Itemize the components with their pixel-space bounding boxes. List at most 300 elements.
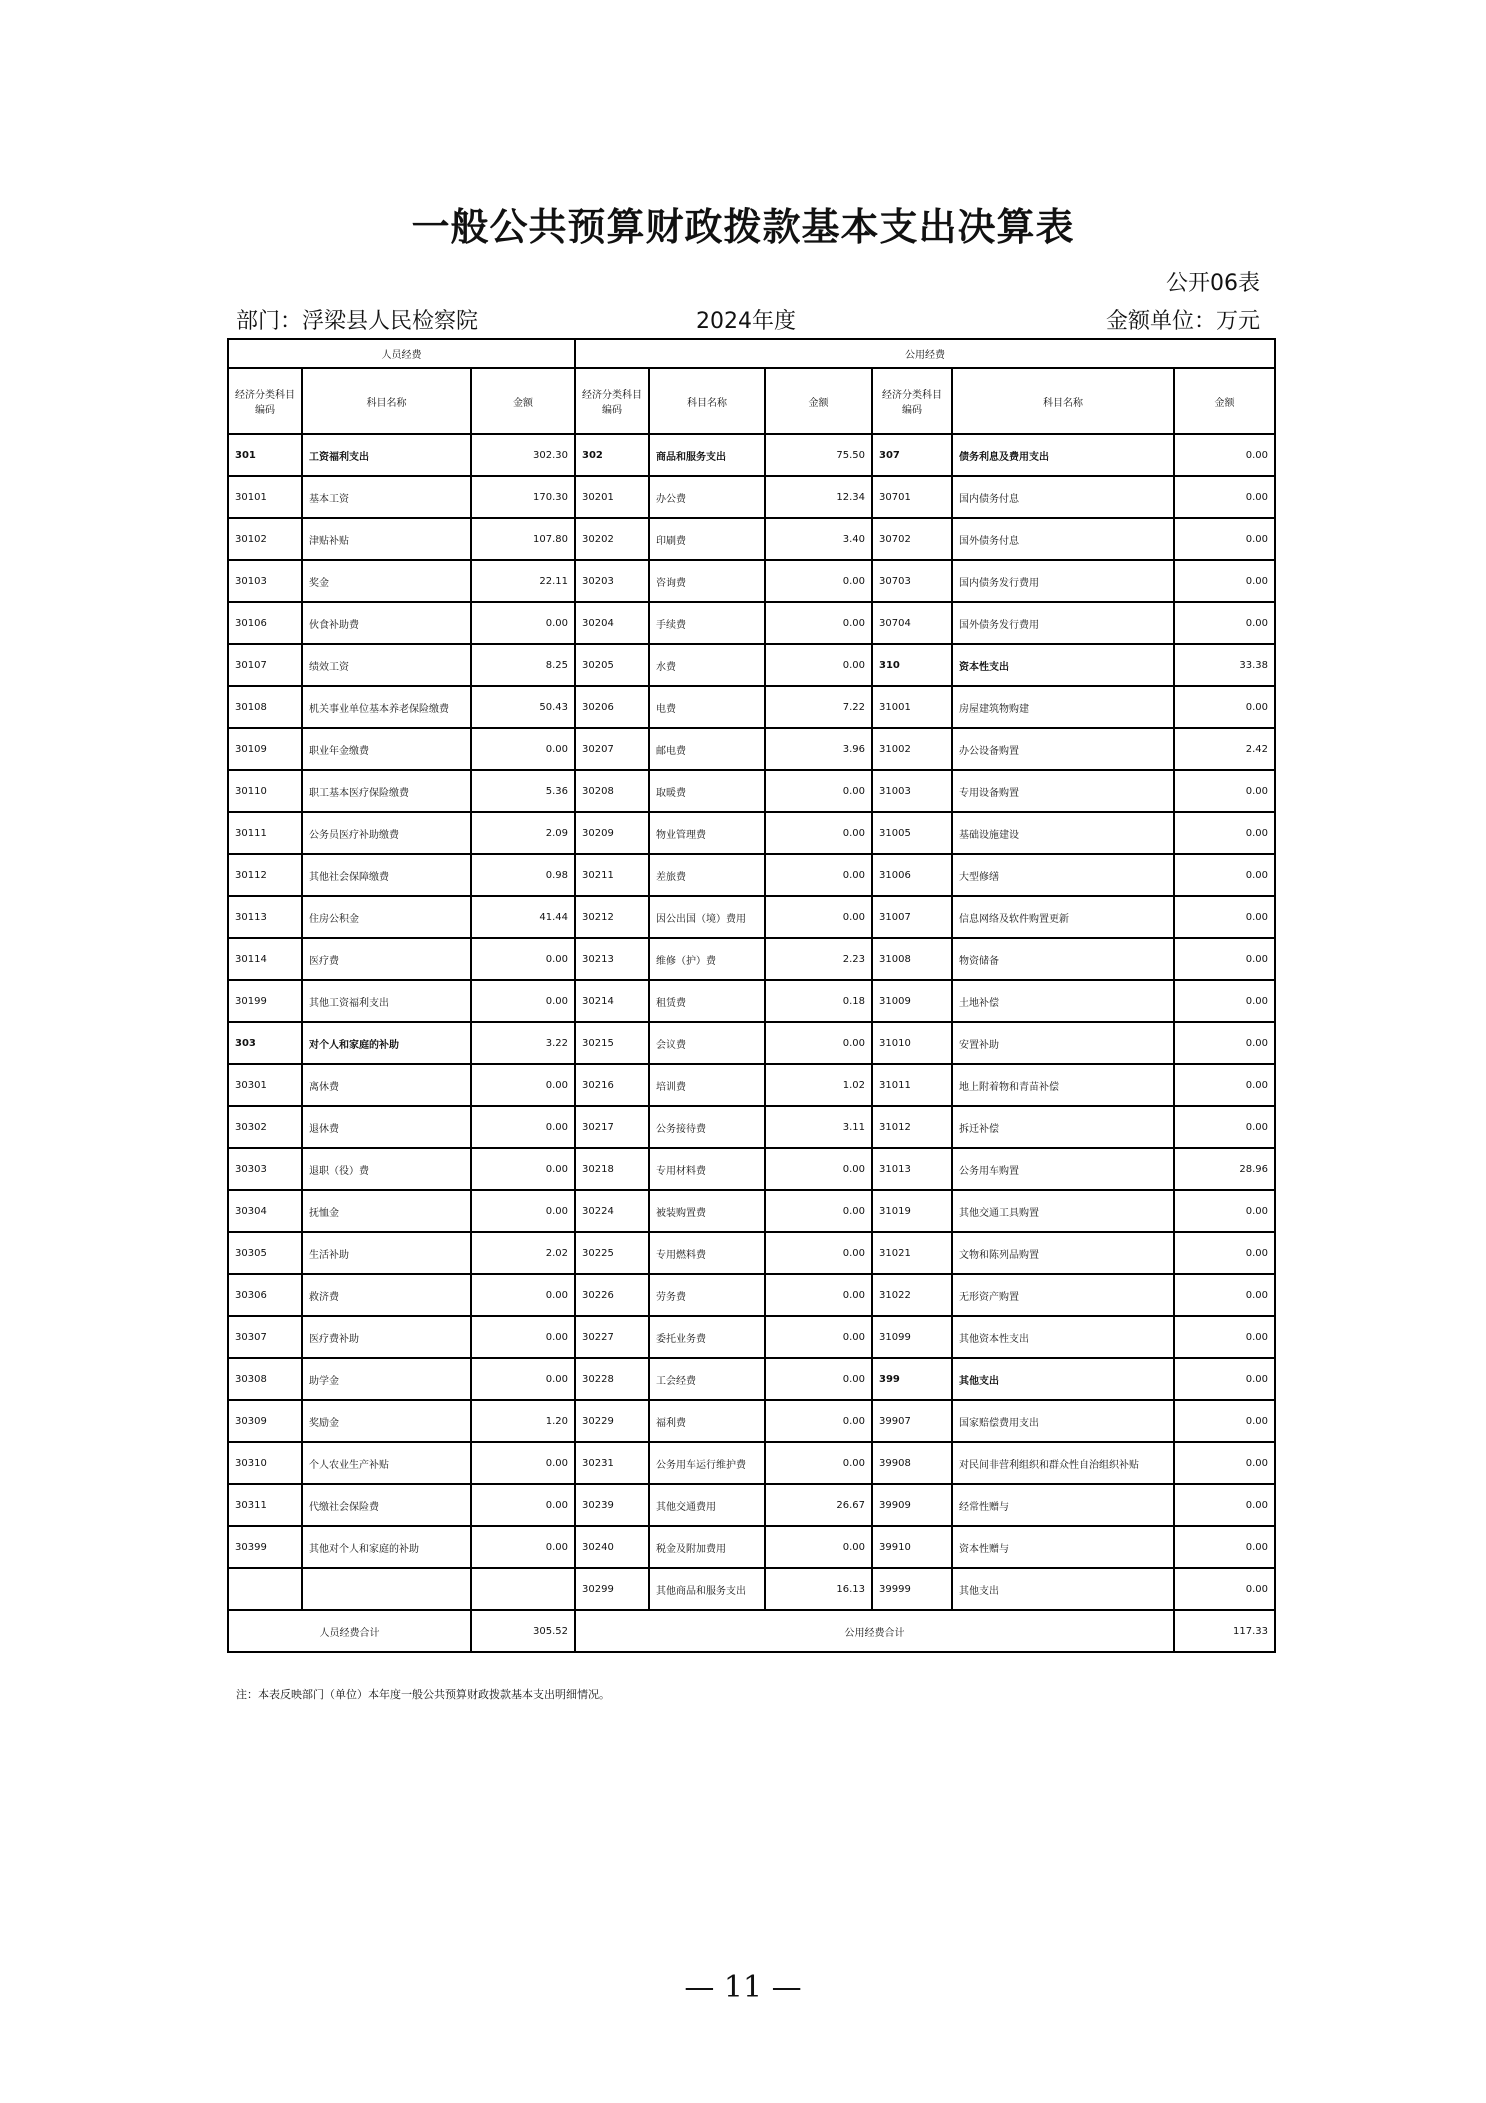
amount-cell: 0.00	[1174, 518, 1275, 560]
name-cell: 离休费	[302, 1064, 471, 1106]
amount-cell: 0.00	[1174, 476, 1275, 518]
name-cell: 维修（护）费	[649, 938, 765, 980]
code-cell: 30112	[228, 854, 302, 896]
amount-cell: 2.09	[471, 812, 575, 854]
name-cell: 职工基本医疗保险缴费	[302, 770, 471, 812]
table-row	[228, 1064, 1275, 1106]
code-cell: 303	[228, 1022, 302, 1064]
code-cell: 30304	[228, 1190, 302, 1232]
name-cell: 奖励金	[302, 1400, 471, 1442]
amount-cell: 107.80	[471, 518, 575, 560]
code-cell: 31010	[872, 1022, 952, 1064]
table-row	[228, 476, 1275, 518]
name-cell: 办公费	[649, 476, 765, 518]
code-cell: 30207	[575, 728, 649, 770]
name-cell: 医疗费	[302, 938, 471, 980]
amount-cell: 0.00	[471, 602, 575, 644]
amount-cell: 3.96	[765, 728, 872, 770]
code-cell: 39910	[872, 1526, 952, 1568]
table-row	[228, 1358, 1275, 1400]
table-row	[228, 1484, 1275, 1526]
code-cell: 30106	[228, 602, 302, 644]
code-cell: 30199	[228, 980, 302, 1022]
code-cell: 30239	[575, 1484, 649, 1526]
code-cell: 30114	[228, 938, 302, 980]
code-cell: 310	[872, 644, 952, 686]
code-cell: 30310	[228, 1442, 302, 1484]
name-cell: 地上附着物和青苗补偿	[952, 1064, 1174, 1106]
department-label: 部门：浮梁县人民检察院	[236, 309, 479, 334]
amount-cell: 0.00	[471, 1526, 575, 1568]
code-cell: 39999	[872, 1568, 952, 1610]
header-amount: 金额	[471, 368, 575, 434]
name-cell: 生活补助	[302, 1232, 471, 1274]
code-cell: 30225	[575, 1232, 649, 1274]
code-cell: 31002	[872, 728, 952, 770]
code-cell: 30110	[228, 770, 302, 812]
amount-cell: 0.00	[1174, 1484, 1275, 1526]
amount-cell: 0.00	[1174, 1022, 1275, 1064]
table-row	[228, 1316, 1275, 1358]
code-cell: 30214	[575, 980, 649, 1022]
table-row	[228, 1148, 1275, 1190]
amount-cell: 28.96	[1174, 1148, 1275, 1190]
table-row	[228, 770, 1275, 812]
amount-cell: 0.00	[765, 1274, 872, 1316]
amount-cell: 2.02	[471, 1232, 575, 1274]
code-cell: 30218	[575, 1148, 649, 1190]
amount-cell: 0.00	[471, 980, 575, 1022]
code-cell: 39907	[872, 1400, 952, 1442]
name-cell: 其他交通费用	[649, 1484, 765, 1526]
code-cell: 30209	[575, 812, 649, 854]
code-cell: 30109	[228, 728, 302, 770]
name-cell: 其他支出	[952, 1568, 1174, 1610]
amount-cell: 26.67	[765, 1484, 872, 1526]
name-cell: 住房公积金	[302, 896, 471, 938]
amount-cell: 0.00	[1174, 980, 1275, 1022]
name-cell: 国内债务发行费用	[952, 560, 1174, 602]
page-title: 一般公共预算财政拨款基本支出决算表	[411, 205, 1075, 249]
amount-cell: 0.00	[1174, 770, 1275, 812]
header-name: 科目名称	[302, 368, 471, 434]
amount-cell: 50.43	[471, 686, 575, 728]
name-cell: 信息网络及软件购置更新	[952, 896, 1174, 938]
name-cell: 伙食补助费	[302, 602, 471, 644]
table-row	[228, 728, 1275, 770]
amount-cell: 0.00	[1174, 896, 1275, 938]
header-row-columns	[228, 368, 1275, 434]
amount-cell: 3.11	[765, 1106, 872, 1148]
code-cell: 30702	[872, 518, 952, 560]
personnel-total-label: 人员经费合计	[228, 1610, 471, 1652]
code-cell	[228, 1568, 302, 1610]
table-row	[228, 1190, 1275, 1232]
code-cell: 30309	[228, 1400, 302, 1442]
header-personnel: 人员经费	[228, 339, 575, 368]
name-cell: 公务用车运行维护费	[649, 1442, 765, 1484]
code-cell: 30107	[228, 644, 302, 686]
table-row	[228, 1526, 1275, 1568]
amount-cell: 0.00	[765, 602, 872, 644]
table-row	[228, 602, 1275, 644]
code-cell: 30224	[575, 1190, 649, 1232]
table-row	[228, 518, 1275, 560]
amount-cell: 12.34	[765, 476, 872, 518]
code-cell: 30212	[575, 896, 649, 938]
code-cell: 30302	[228, 1106, 302, 1148]
name-cell: 专用设备购置	[952, 770, 1174, 812]
amount-cell: 0.00	[1174, 938, 1275, 980]
name-cell: 水费	[649, 644, 765, 686]
name-cell: 被装购置费	[649, 1190, 765, 1232]
name-cell: 其他支出	[952, 1358, 1174, 1400]
amount-cell: 0.00	[471, 1316, 575, 1358]
amount-cell: 16.13	[765, 1568, 872, 1610]
table-row	[228, 1232, 1275, 1274]
amount-cell: 7.22	[765, 686, 872, 728]
code-cell: 31009	[872, 980, 952, 1022]
page-number: — 11 —	[684, 1970, 802, 2005]
table-note: 注：本表反映部门（单位）本年度一般公共预算财政拨款基本支出明细情况。	[236, 1688, 610, 1701]
name-cell: 安置补助	[952, 1022, 1174, 1064]
code-cell: 31006	[872, 854, 952, 896]
name-cell: 其他资本性支出	[952, 1316, 1174, 1358]
code-cell: 399	[872, 1358, 952, 1400]
amount-cell: 0.00	[1174, 812, 1275, 854]
header-row-groups	[228, 339, 1275, 368]
name-cell: 退休费	[302, 1106, 471, 1148]
name-cell: 国外债务付息	[952, 518, 1174, 560]
table-row	[228, 686, 1275, 728]
amount-cell: 0.00	[1174, 1358, 1275, 1400]
name-cell: 助学金	[302, 1358, 471, 1400]
code-cell: 31001	[872, 686, 952, 728]
amount-cell: 0.00	[765, 1148, 872, 1190]
table-row	[228, 938, 1275, 980]
code-cell: 39908	[872, 1442, 952, 1484]
table-row	[228, 1442, 1275, 1484]
amount-cell: 8.25	[471, 644, 575, 686]
table-row	[228, 896, 1275, 938]
code-cell: 30299	[575, 1568, 649, 1610]
name-cell: 商品和服务支出	[649, 434, 765, 476]
name-cell: 其他交通工具购置	[952, 1190, 1174, 1232]
name-cell: 奖金	[302, 560, 471, 602]
amount-cell: 0.00	[1174, 686, 1275, 728]
amount-cell: 0.00	[765, 896, 872, 938]
code-cell: 301	[228, 434, 302, 476]
header-name: 科目名称	[952, 368, 1174, 434]
amount-cell: 0.00	[471, 1274, 575, 1316]
amount-cell: 0.00	[471, 1484, 575, 1526]
amount-cell: 0.00	[1174, 1274, 1275, 1316]
name-cell: 工会经费	[649, 1358, 765, 1400]
name-cell: 大型修缮	[952, 854, 1174, 896]
code-cell: 31011	[872, 1064, 952, 1106]
code-cell: 31099	[872, 1316, 952, 1358]
amount-cell: 22.11	[471, 560, 575, 602]
code-cell: 31005	[872, 812, 952, 854]
code-cell: 30101	[228, 476, 302, 518]
amount-cell: 1.02	[765, 1064, 872, 1106]
name-cell: 个人农业生产补贴	[302, 1442, 471, 1484]
header-amount: 金额	[1174, 368, 1275, 434]
code-cell: 30202	[575, 518, 649, 560]
code-cell: 31019	[872, 1190, 952, 1232]
amount-cell: 302.30	[471, 434, 575, 476]
code-cell: 30208	[575, 770, 649, 812]
code-cell: 30204	[575, 602, 649, 644]
name-cell: 资本性赠与	[952, 1526, 1174, 1568]
amount-cell: 170.30	[471, 476, 575, 518]
amount-cell: 0.00	[471, 728, 575, 770]
code-cell: 30240	[575, 1526, 649, 1568]
name-cell: 医疗费补助	[302, 1316, 471, 1358]
amount-cell: 0.00	[471, 1358, 575, 1400]
amount-cell: 0.00	[1174, 1568, 1275, 1610]
code-cell: 30303	[228, 1148, 302, 1190]
amount-cell: 1.20	[471, 1400, 575, 1442]
table-row	[228, 644, 1275, 686]
name-cell: 拆迁补偿	[952, 1106, 1174, 1148]
amount-cell: 3.22	[471, 1022, 575, 1064]
amount-cell: 0.00	[1174, 1526, 1275, 1568]
name-cell: 培训费	[649, 1064, 765, 1106]
name-cell: 其他工资福利支出	[302, 980, 471, 1022]
name-cell: 物业管理费	[649, 812, 765, 854]
code-cell: 30108	[228, 686, 302, 728]
amount-cell: 0.00	[471, 1442, 575, 1484]
amount-cell: 0.00	[1174, 1316, 1275, 1358]
code-cell: 30201	[575, 476, 649, 518]
code-cell: 30205	[575, 644, 649, 686]
amount-cell: 2.42	[1174, 728, 1275, 770]
code-cell: 30211	[575, 854, 649, 896]
code-cell: 31022	[872, 1274, 952, 1316]
personnel-total-value: 305.52	[471, 1610, 575, 1652]
amount-cell: 0.00	[1174, 1064, 1275, 1106]
amount-cell: 0.00	[765, 1358, 872, 1400]
code-cell: 30703	[872, 560, 952, 602]
name-cell: 邮电费	[649, 728, 765, 770]
amount-cell: 0.00	[765, 1400, 872, 1442]
name-cell: 国家赔偿费用支出	[952, 1400, 1174, 1442]
amount-cell: 2.23	[765, 938, 872, 980]
amount-cell: 5.36	[471, 770, 575, 812]
code-cell: 30113	[228, 896, 302, 938]
header-public: 公用经费	[575, 339, 1275, 368]
amount-cell: 0.00	[1174, 1442, 1275, 1484]
name-cell: 其他对个人和家庭的补助	[302, 1526, 471, 1568]
amount-cell: 0.00	[765, 854, 872, 896]
code-cell: 30111	[228, 812, 302, 854]
code-cell: 31013	[872, 1148, 952, 1190]
name-cell: 代缴社会保险费	[302, 1484, 471, 1526]
name-cell: 职业年金缴费	[302, 728, 471, 770]
name-cell: 租赁费	[649, 980, 765, 1022]
name-cell: 救济费	[302, 1274, 471, 1316]
name-cell: 因公出国（境）费用	[649, 896, 765, 938]
name-cell: 其他商品和服务支出	[649, 1568, 765, 1610]
name-cell: 劳务费	[649, 1274, 765, 1316]
name-cell: 国内债务付息	[952, 476, 1174, 518]
name-cell: 其他社会保障缴费	[302, 854, 471, 896]
amount-cell: 0.00	[765, 1232, 872, 1274]
amount-cell: 75.50	[765, 434, 872, 476]
amount-cell: 0.00	[765, 1526, 872, 1568]
name-cell: 办公设备购置	[952, 728, 1174, 770]
code-cell: 30103	[228, 560, 302, 602]
name-cell: 机关事业单位基本养老保险缴费	[302, 686, 471, 728]
amount-cell: 0.00	[1174, 1232, 1275, 1274]
amount-cell: 0.00	[1174, 1400, 1275, 1442]
code-cell: 30206	[575, 686, 649, 728]
table-row	[228, 1106, 1275, 1148]
code-cell: 30102	[228, 518, 302, 560]
name-cell: 取暖费	[649, 770, 765, 812]
name-cell: 咨询费	[649, 560, 765, 602]
name-cell: 公务员医疗补助缴费	[302, 812, 471, 854]
name-cell: 公务用车购置	[952, 1148, 1174, 1190]
code-cell: 31021	[872, 1232, 952, 1274]
amount-cell: 0.00	[471, 1064, 575, 1106]
code-cell: 30308	[228, 1358, 302, 1400]
code-cell: 30227	[575, 1316, 649, 1358]
name-cell: 基本工资	[302, 476, 471, 518]
name-cell: 无形资产购置	[952, 1274, 1174, 1316]
code-cell: 30306	[228, 1274, 302, 1316]
header-amount: 金额	[765, 368, 872, 434]
header-name: 科目名称	[649, 368, 765, 434]
header-code: 经济分类科目编码	[575, 368, 649, 434]
amount-cell: 0.00	[1174, 1190, 1275, 1232]
name-cell: 对民间非营利组织和群众性自治组织补贴	[952, 1442, 1174, 1484]
code-cell: 30217	[575, 1106, 649, 1148]
name-cell: 文物和陈列品购置	[952, 1232, 1174, 1274]
amount-cell: 0.00	[765, 560, 872, 602]
code-cell: 30216	[575, 1064, 649, 1106]
year-label: 2024年度	[696, 309, 796, 334]
amount-cell: 3.40	[765, 518, 872, 560]
code-cell: 30203	[575, 560, 649, 602]
name-cell: 专用燃料费	[649, 1232, 765, 1274]
name-cell: 工资福利支出	[302, 434, 471, 476]
name-cell: 税金及附加费用	[649, 1526, 765, 1568]
code-cell: 30704	[872, 602, 952, 644]
table-row	[228, 1274, 1275, 1316]
amount-cell: 0.18	[765, 980, 872, 1022]
amount-cell: 41.44	[471, 896, 575, 938]
amount-cell: 0.00	[765, 1022, 872, 1064]
amount-cell: 0.00	[765, 1442, 872, 1484]
name-cell: 委托业务费	[649, 1316, 765, 1358]
code-cell: 30305	[228, 1232, 302, 1274]
name-cell: 经常性赠与	[952, 1484, 1174, 1526]
code-cell: 30213	[575, 938, 649, 980]
code-cell: 31008	[872, 938, 952, 980]
public-total-value: 117.33	[1174, 1610, 1275, 1652]
table-row	[228, 980, 1275, 1022]
code-cell: 30399	[228, 1526, 302, 1568]
table-row	[228, 434, 1275, 476]
name-cell: 手续费	[649, 602, 765, 644]
amount-cell	[471, 1568, 575, 1610]
code-cell: 31003	[872, 770, 952, 812]
name-cell: 对个人和家庭的补助	[302, 1022, 471, 1064]
name-cell	[302, 1568, 471, 1610]
name-cell: 抚恤金	[302, 1190, 471, 1232]
table-row	[228, 1568, 1275, 1610]
table-row	[228, 560, 1275, 602]
amount-cell: 0.00	[1174, 602, 1275, 644]
code-cell: 30311	[228, 1484, 302, 1526]
code-cell: 302	[575, 434, 649, 476]
code-cell: 30301	[228, 1064, 302, 1106]
code-cell: 30701	[872, 476, 952, 518]
code-cell: 31007	[872, 896, 952, 938]
amount-cell: 0.00	[1174, 854, 1275, 896]
amount-cell: 0.00	[1174, 1106, 1275, 1148]
amount-cell: 0.00	[1174, 560, 1275, 602]
amount-cell: 0.00	[765, 812, 872, 854]
code-cell: 31012	[872, 1106, 952, 1148]
amount-cell: 0.00	[471, 1190, 575, 1232]
code-cell: 39909	[872, 1484, 952, 1526]
name-cell: 津贴补贴	[302, 518, 471, 560]
table-row	[228, 1400, 1275, 1442]
table-row	[228, 812, 1275, 854]
totals-row	[228, 1610, 1275, 1652]
name-cell: 专用材料费	[649, 1148, 765, 1190]
code-cell: 30307	[228, 1316, 302, 1358]
amount-cell: 0.00	[765, 1190, 872, 1232]
name-cell: 电费	[649, 686, 765, 728]
table-row	[228, 1022, 1275, 1064]
code-cell: 30228	[575, 1358, 649, 1400]
amount-cell: 33.38	[1174, 644, 1275, 686]
header-code: 经济分类科目编码	[872, 368, 952, 434]
amount-cell: 0.00	[765, 644, 872, 686]
amount-cell: 0.00	[765, 1316, 872, 1358]
code-cell: 307	[872, 434, 952, 476]
name-cell: 公务接待费	[649, 1106, 765, 1148]
table-row	[228, 854, 1275, 896]
table-number: 公开06表	[1166, 271, 1260, 296]
unit-label: 金额单位：万元	[1105, 309, 1260, 334]
header-code: 经济分类科目编码	[228, 368, 302, 434]
amount-cell: 0.00	[471, 1148, 575, 1190]
expenditure-table	[227, 338, 1276, 1653]
amount-cell: 0.00	[765, 770, 872, 812]
name-cell: 福利费	[649, 1400, 765, 1442]
code-cell: 30229	[575, 1400, 649, 1442]
code-cell: 30231	[575, 1442, 649, 1484]
public-total-label: 公用经费合计	[575, 1610, 1174, 1652]
code-cell: 30215	[575, 1022, 649, 1064]
name-cell: 基础设施建设	[952, 812, 1174, 854]
name-cell: 绩效工资	[302, 644, 471, 686]
name-cell: 土地补偿	[952, 980, 1174, 1022]
name-cell: 债务利息及费用支出	[952, 434, 1174, 476]
code-cell: 30226	[575, 1274, 649, 1316]
amount-cell: 0.00	[471, 938, 575, 980]
amount-cell: 0.00	[471, 1106, 575, 1148]
amount-cell: 0.98	[471, 854, 575, 896]
name-cell: 差旅费	[649, 854, 765, 896]
name-cell: 印刷费	[649, 518, 765, 560]
name-cell: 会议费	[649, 1022, 765, 1064]
